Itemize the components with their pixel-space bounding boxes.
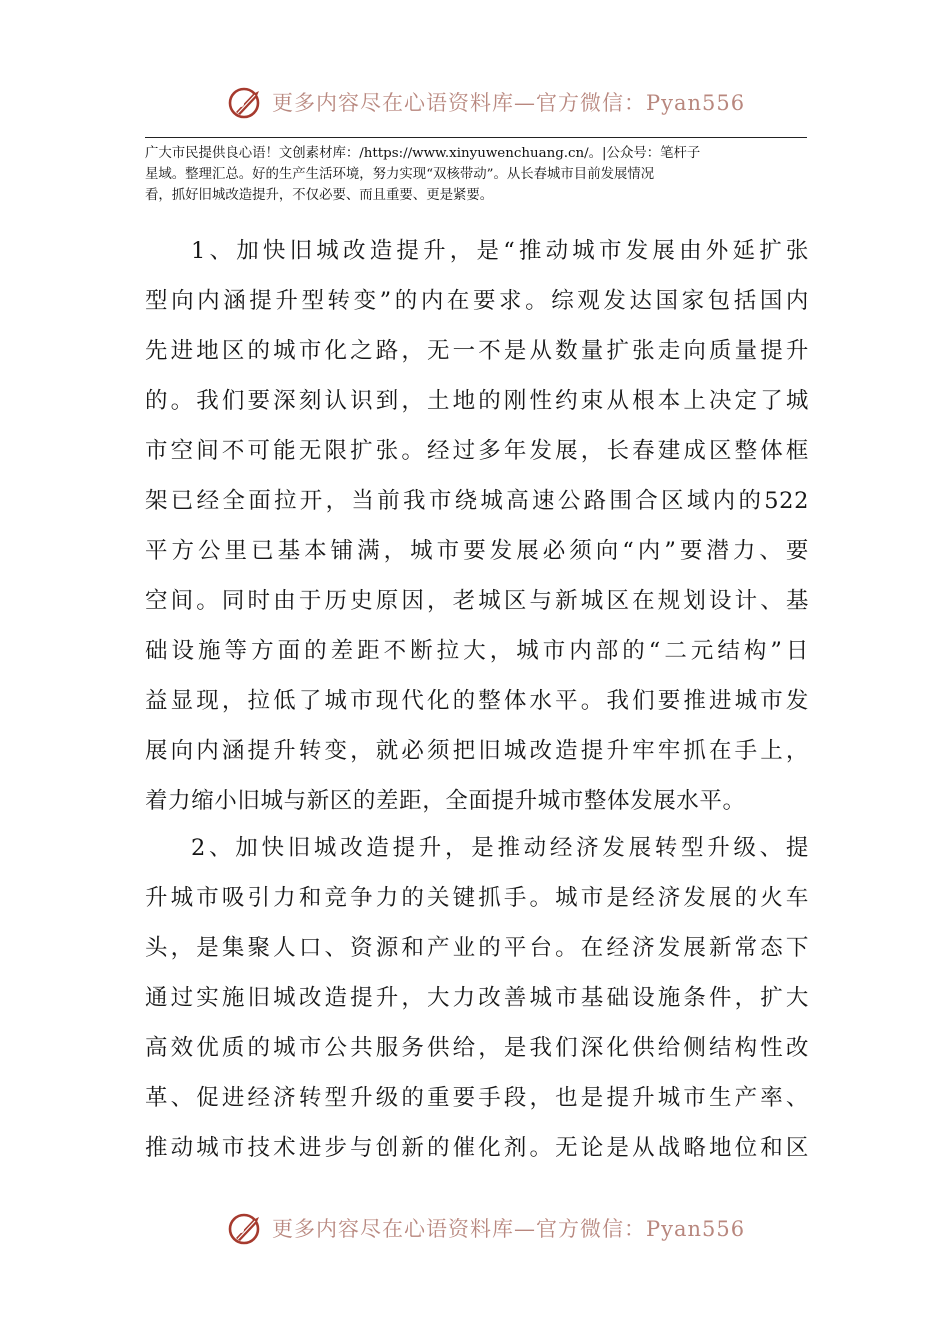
paragraph-2-line: 头，是集聚人口、资源和产业的平台。在经济发展新常态下 (145, 935, 809, 961)
banner-text: 更多内容尽在心语资料库—官方微信：Pyan556 (272, 91, 746, 115)
pen-nib-logo-icon (226, 1208, 266, 1248)
paragraph-2-line: 升城市吸引力和竞争力的关键抓手。城市是经济发展的火车 (145, 885, 809, 911)
header-note-line: 星域。整理汇总。好的生产生活环境，努力实现“双核带动”。从长春城市目前发展情况 (145, 167, 655, 182)
header-note-line: 广大市民提供良心语！文创素材库：/https://www.xinyuwenchuang.cn/。|公众号：笔杆子 (145, 146, 701, 161)
banner-text: 更多内容尽在心语资料库—官方微信：Pyan556 (272, 1217, 746, 1241)
header-watermark-banner (226, 82, 746, 122)
pen-nib-logo-icon (226, 82, 266, 122)
header-note-line: 看，抓好旧城改造提升，不仅必要、而且重要、更是紧要。 (145, 188, 494, 203)
paragraph-1-line: 着力缩小旧城与新区的差距，全面提升城市整体发展水平。 (145, 788, 746, 814)
paragraph-1-line: 展向内涵提升转变，就必须把旧城改造提升牢牢抓在手上， (145, 738, 809, 764)
paragraph-2-line: 2、加快旧城改造提升，是推动经济发展转型升级、提 (191, 835, 809, 861)
paragraph-1-line: 先进地区的城市化之路，无一不是从数量扩张走向质量提升 (145, 338, 809, 364)
paragraph-2-line: 高效优质的城市公共服务供给，是我们深化供给侧结构性改 (145, 1035, 809, 1061)
paragraph-1-line: 1、加快旧城改造提升，是“推动城市发展由外延扩张 (191, 238, 809, 264)
paragraph-1-line: 平方公里已基本铺满，城市要发展必须向“内”要潜力、要 (145, 538, 809, 564)
paragraph-1-line: 益显现，拉低了城市现代化的整体水平。我们要推进城市发 (145, 688, 809, 714)
paragraph-1-line: 架已经全面拉开，当前我市绕城高速公路围合区域内的522 (145, 488, 809, 514)
paragraph-1-line: 空间。同时由于历史原因，老城区与新城区在规划设计、基 (145, 588, 809, 614)
paragraph-1-line: 础设施等方面的差距不断拉大，城市内部的“二元结构”日 (145, 638, 809, 664)
paragraph-2-line: 推动城市技术进步与创新的催化剂。无论是从战略地位和区 (145, 1135, 809, 1161)
paragraph-1-line: 型向内涵提升型转变”的内在要求。综观发达国家包括国内 (145, 288, 809, 314)
paragraph-2-line: 革、促进经济转型升级的重要手段，也是提升城市生产率、 (145, 1085, 809, 1111)
header-divider (145, 137, 807, 138)
paragraph-1-line: 的。我们要深刻认识到，土地的刚性约束从根本上决定了城 (145, 388, 809, 414)
paragraph-1-line: 市空间不可能无限扩张。经过多年发展，长春建成区整体框 (145, 438, 809, 464)
footer-watermark-banner (226, 1208, 746, 1248)
paragraph-2-line: 通过实施旧城改造提升，大力改善城市基础设施条件，扩大 (145, 985, 809, 1011)
header-note (145, 143, 810, 206)
